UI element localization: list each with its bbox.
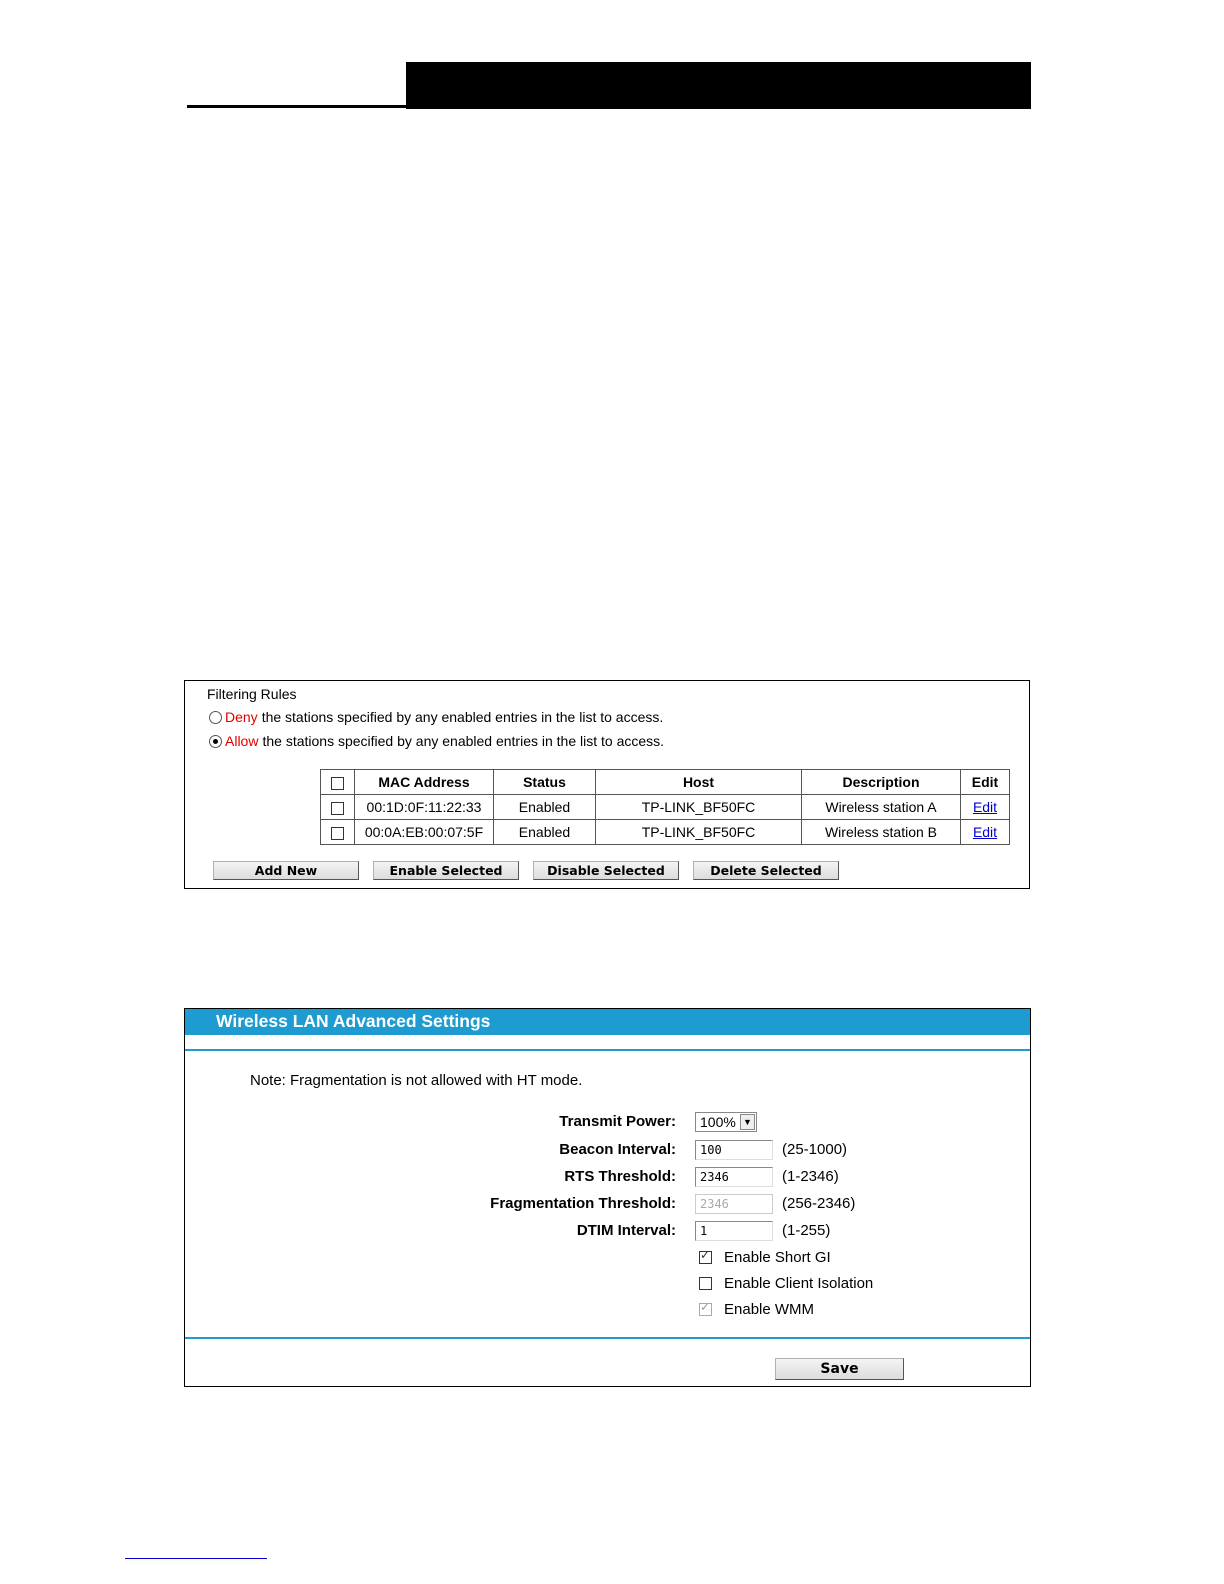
filtering-rules-title: Filtering Rules (207, 686, 297, 702)
row-mac: 00:0A:EB:00:07:5F (355, 820, 494, 845)
row-mac: 00:1D:0F:11:22:33 (355, 795, 494, 820)
fragmentation-threshold-range: (256-2346) (782, 1195, 856, 1212)
wmm-checkbox (699, 1303, 712, 1316)
table-header-row (321, 770, 1010, 795)
deny-option[interactable] (209, 709, 663, 725)
header-edit: Edit (961, 770, 1010, 795)
save-button[interactable]: Save (775, 1358, 904, 1380)
client-isolation-checkbox[interactable] (699, 1277, 712, 1290)
header-bar (406, 62, 1031, 109)
deny-text: the stations specified by any enabled entries in the list to access. (261, 709, 664, 725)
header-divider (185, 1049, 1030, 1051)
short-gi-option[interactable] (699, 1249, 831, 1266)
row-description: Wireless station B (802, 820, 961, 845)
client-isolation-label: Enable Client Isolation (724, 1275, 874, 1292)
transmit-power-value: 100% (700, 1114, 736, 1130)
row-host: TP-LINK_BF50FC (596, 795, 802, 820)
deny-keyword: Deny (225, 709, 258, 725)
fragmentation-note: Note: Fragmentation is not allowed with HT mode. (250, 1072, 583, 1089)
transmit-power-label: Transmit Power: (559, 1113, 676, 1130)
row-status: Enabled (494, 795, 596, 820)
edit-link[interactable]: Edit (972, 799, 998, 815)
row-select-cell[interactable] (321, 820, 355, 845)
header-status: Status (494, 770, 596, 795)
advanced-settings-title: Wireless LAN Advanced Settings (216, 1011, 491, 1031)
row-status: Enabled (494, 820, 596, 845)
allow-text: the stations specified by any enabled entries in the list to access. (262, 733, 665, 749)
allow-radio[interactable] (209, 735, 222, 748)
short-gi-checkbox[interactable] (699, 1251, 712, 1264)
fragmentation-threshold-label: Fragmentation Threshold: (490, 1195, 676, 1212)
row-checkbox[interactable] (331, 802, 344, 815)
header-host: Host (596, 770, 802, 795)
client-isolation-option[interactable] (699, 1275, 873, 1292)
chevron-down-icon[interactable]: ▼ (740, 1114, 755, 1130)
wmm-label: Enable WMM (724, 1301, 815, 1318)
mac-filter-table (320, 769, 1010, 845)
rts-threshold-input[interactable] (695, 1167, 773, 1187)
fragmentation-threshold-input (695, 1194, 773, 1214)
table-row (321, 820, 1010, 845)
allow-keyword: Allow (225, 733, 259, 749)
enable-selected-button[interactable]: Enable Selected (373, 861, 519, 880)
wmm-option (699, 1301, 814, 1318)
row-checkbox[interactable] (331, 827, 344, 840)
delete-selected-button[interactable]: Delete Selected (693, 861, 839, 880)
deny-radio[interactable] (209, 711, 222, 724)
row-edit-cell (961, 820, 1010, 845)
table-row (321, 795, 1010, 820)
disable-selected-button[interactable]: Disable Selected (533, 861, 679, 880)
rts-threshold-label: RTS Threshold: (564, 1168, 676, 1185)
row-select-cell[interactable] (321, 795, 355, 820)
short-gi-label: Enable Short GI (724, 1249, 831, 1266)
select-all-cell[interactable] (321, 770, 355, 795)
header-mac-address: MAC Address (355, 770, 494, 795)
edit-link[interactable]: Edit (972, 824, 998, 840)
beacon-interval-label: Beacon Interval: (559, 1141, 676, 1158)
dtim-interval-range: (1-255) (782, 1222, 831, 1239)
header-description: Description (802, 770, 961, 795)
advanced-settings-header (185, 1009, 1030, 1035)
add-new-button[interactable]: Add New (213, 861, 359, 880)
footer-divider (185, 1337, 1030, 1339)
row-description: Wireless station A (802, 795, 961, 820)
filtering-rules-panel (184, 680, 1030, 889)
row-edit-cell (961, 795, 1010, 820)
rts-threshold-range: (1-2346) (782, 1168, 839, 1185)
beacon-interval-range: (25-1000) (782, 1141, 848, 1158)
dtim-interval-label: DTIM Interval: (576, 1222, 676, 1239)
allow-option[interactable] (209, 733, 664, 749)
transmit-power-select[interactable] (695, 1112, 757, 1132)
row-host: TP-LINK_BF50FC (596, 820, 802, 845)
advanced-settings-panel (184, 1008, 1031, 1387)
select-all-checkbox[interactable] (331, 777, 344, 790)
footer-link-rule (125, 1558, 267, 1559)
dtim-interval-input[interactable] (695, 1221, 773, 1241)
header-rule (187, 105, 407, 108)
beacon-interval-input[interactable] (695, 1140, 773, 1160)
